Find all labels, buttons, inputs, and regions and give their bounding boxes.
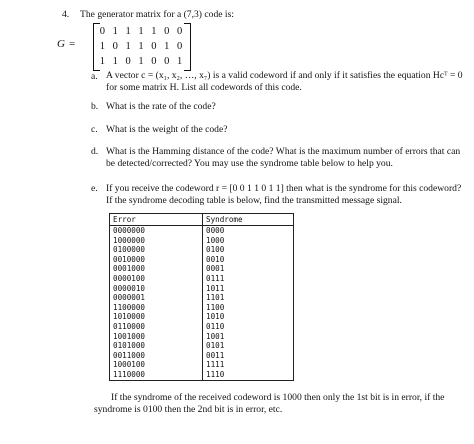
- part-d-label: d.: [91, 146, 99, 157]
- table-row: [110, 303, 294, 313]
- table-row: [110, 274, 294, 284]
- error-cell: 0100000: [110, 245, 203, 255]
- syndrome-cell: 0010: [203, 255, 294, 265]
- question-text: The generator matrix for a (7,3) code is:: [80, 9, 234, 20]
- matrix-cell: 0: [151, 56, 157, 67]
- syndrome-cell: 1110: [203, 370, 294, 380]
- table-row: [110, 322, 294, 332]
- matrix-cell: 1: [176, 56, 183, 67]
- error-cell: 0011000: [110, 351, 203, 361]
- footnote-text: syndrome is 0100 then the 2nd bit is in error, etc.: [94, 404, 283, 415]
- syndrome-cell: 1010: [203, 312, 294, 322]
- part-d-text: be detected/corrected? You may use the syndrome table below to help you.: [106, 158, 393, 169]
- part-e-text: If the syndrome decoding table is below, find the transmitted message signal.: [106, 195, 402, 206]
- matrix-cell: 1: [112, 26, 118, 37]
- syndrome-cell: 1001: [203, 332, 294, 342]
- error-cell: 0000100: [110, 274, 203, 284]
- error-cell: 0101000: [110, 341, 203, 351]
- error-cell: 1000000: [110, 236, 203, 246]
- syndrome-cell: 1101: [203, 293, 294, 303]
- matrix-cell: 1: [99, 56, 106, 67]
- matrix-row: [96, 24, 186, 39]
- matrix-cell: 1: [99, 41, 106, 52]
- matrix-cell: 0: [151, 41, 157, 52]
- table-row: [110, 255, 294, 265]
- table-row: [110, 236, 294, 246]
- syndrome-cell: 0111: [203, 274, 294, 284]
- table-row: [110, 370, 294, 380]
- question-number: 4.: [62, 9, 70, 20]
- table-row: [110, 360, 294, 370]
- matrix-cell: 1: [138, 56, 144, 67]
- error-cell: 1001000: [110, 332, 203, 342]
- table-row: [110, 264, 294, 274]
- syndrome-cell: 0110: [203, 322, 294, 332]
- matrix-label: G: [57, 38, 65, 50]
- matrix-cell: 0: [176, 26, 183, 37]
- error-column-header: Error: [110, 214, 203, 226]
- table-row: [110, 226, 294, 236]
- matrix-row: [96, 54, 186, 69]
- matrix-cell: 0: [112, 41, 118, 52]
- table-row: [110, 312, 294, 322]
- error-cell: 0110000: [110, 322, 203, 332]
- part-e-text: If you receive the codeword r = [0 0 1 1 0 1 1] then what is the syndrome for this codeword?: [106, 183, 462, 194]
- matrix-cell: 1: [138, 26, 144, 37]
- error-cell: 0000000: [110, 226, 203, 236]
- matrix-equals: =: [69, 38, 76, 50]
- part-a-label: a.: [91, 71, 98, 82]
- error-cell: 1100000: [110, 303, 203, 313]
- syndrome-cell: 1111: [203, 360, 294, 370]
- syndrome-cell: 1100: [203, 303, 294, 313]
- matrix-cell: 1: [125, 26, 131, 37]
- error-cell: 0000010: [110, 284, 203, 294]
- syndrome-table: [109, 213, 294, 381]
- matrix-cell: 0: [125, 56, 131, 67]
- syndrome-cell: 1000: [203, 236, 294, 246]
- syndrome-cell: 1011: [203, 284, 294, 294]
- matrix-cell: 1: [138, 41, 144, 52]
- footnote-text: If the syndrome of the received codeword is 1000 then only the 1st bit is in error, if the: [111, 392, 445, 403]
- matrix-cell: 1: [125, 41, 131, 52]
- table-row: [110, 245, 294, 255]
- table-row: [110, 351, 294, 361]
- syndrome-cell: 0101: [203, 341, 294, 351]
- syndrome-cell: 0100: [203, 245, 294, 255]
- table-row: [110, 332, 294, 342]
- error-cell: 0001000: [110, 264, 203, 274]
- table-header-row: [110, 214, 294, 226]
- error-cell: 1010000: [110, 312, 203, 322]
- error-cell: 0010000: [110, 255, 203, 265]
- matrix-cell: 1: [151, 26, 157, 37]
- part-c-text: What is the weight of the code?: [106, 124, 228, 135]
- matrix-cell: 0: [164, 56, 170, 67]
- matrix-cell: 0: [99, 26, 106, 37]
- syndrome-cell: 0011: [203, 351, 294, 361]
- part-e-label: e.: [91, 183, 98, 194]
- part-a-text: A vector c = (x₁, x₂, …, x₇) is a valid codeword if and only if it satisfies the equation Hcᵀ = 0: [106, 70, 463, 81]
- part-c-label: c.: [91, 124, 98, 135]
- part-b-label: b.: [91, 101, 99, 112]
- error-cell: 1000100: [110, 360, 203, 370]
- matrix-cell: 0: [176, 41, 183, 52]
- matrix-cell: 1: [164, 41, 170, 52]
- part-b-text: What is the rate of the code?: [106, 101, 216, 112]
- matrix-cell: 1: [112, 56, 118, 67]
- matrix-row: [96, 39, 186, 54]
- part-a-text: for some matrix H. List all codewords of this code.: [106, 82, 302, 93]
- part-d-text: What is the Hamming distance of the code? What is the maximum number of errors that can: [106, 146, 461, 157]
- syndrome-column-header: Syndrome: [203, 214, 294, 226]
- table-row: [110, 284, 294, 294]
- table-row: [110, 293, 294, 303]
- error-cell: 0000001: [110, 293, 203, 303]
- table-row: [110, 341, 294, 351]
- matrix-cell: 0: [164, 26, 170, 37]
- syndrome-cell: 0001: [203, 264, 294, 274]
- error-cell: 1110000: [110, 370, 203, 380]
- syndrome-cell: 0000: [203, 226, 294, 236]
